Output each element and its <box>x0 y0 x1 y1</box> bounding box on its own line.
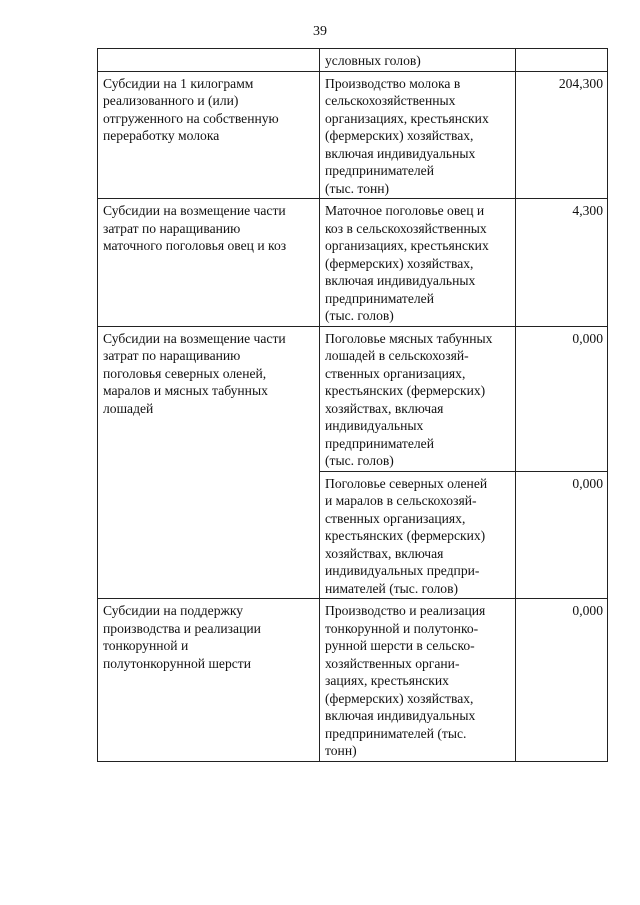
value-cell: 0,000 <box>516 471 608 599</box>
table-row <box>98 599 608 762</box>
indicator-cell: Маточное поголовье овец и коз в сельскохозяйственных организациях, крестьянских (фермерских) хозяйствах, включая индивидуальных предпринимателей (тыс. голов) <box>320 199 516 327</box>
indicator-cell: Производство молока в сельскохозяйственных организациях, крестьянских (фермерских) хозяйствах, включая индивидуальных предпринимателей (тыс. тонн) <box>320 71 516 199</box>
subsidy-name-cell: Субсидии на поддержку производства и реализации тонкорунной и полутонкорунной шерсти <box>98 599 320 762</box>
page-number: 39 <box>313 24 327 39</box>
table-row <box>98 49 608 72</box>
table-row <box>98 71 608 199</box>
subsidy-name-cell: Субсидии на возмещение части затрат по наращиванию маточного поголовья овец и коз <box>98 199 320 327</box>
subsidy-name-cell: Субсидии на возмещение части затрат по наращиванию поголовья северных оленей, маралов и мясных табунных лошадей <box>98 326 320 599</box>
indicator-cell: Поголовье мясных табунных лошадей в сельскохозяй- ственных организациях, крестьянских (фермерских) хозяйствах, включая индивидуальных предпринимателей (тыс. голов) <box>320 326 516 471</box>
value-cell: 0,000 <box>516 599 608 762</box>
subsidies-table <box>97 48 608 762</box>
table-row <box>98 326 608 471</box>
value-cell: 0,000 <box>516 326 608 471</box>
value-cell: 204,300 <box>516 71 608 199</box>
subsidy-name-cell: Субсидии на 1 килограмм реализованного и (или) отгруженного на собственную переработку молока <box>98 71 320 199</box>
indicator-cell: Поголовье северных оленей и маралов в сельскохозяй- ственных организациях, крестьянских (фермерских) хозяйствах, включая индивидуальных предпри- нимателей (тыс. голов) <box>320 471 516 599</box>
value-cell <box>516 49 608 72</box>
indicator-cell: условных голов) <box>320 49 516 72</box>
subsidy-name-cell <box>98 49 320 72</box>
indicator-cell: Производство и реализация тонкорунной и полутонко- рунной шерсти в сельско- хозяйственных органи- зациях, крестьянских (фермерских) хозяйствах, включая индивидуальных предпринимателей (тыс. тонн) <box>320 599 516 762</box>
value-cell: 4,300 <box>516 199 608 327</box>
table-row <box>98 199 608 327</box>
